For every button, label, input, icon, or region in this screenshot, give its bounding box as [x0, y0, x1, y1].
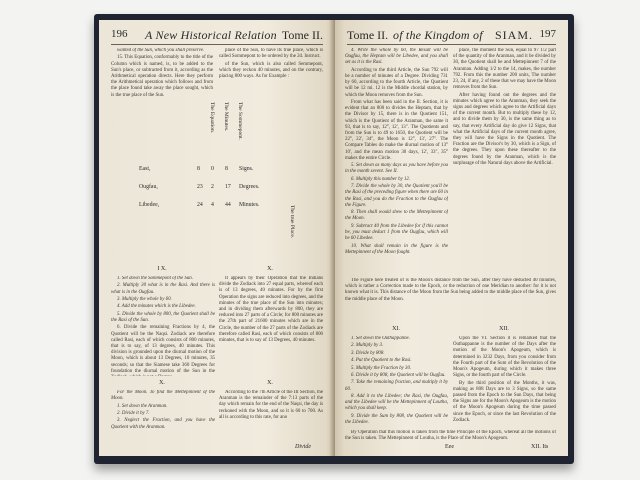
right-page-header [347, 28, 556, 45]
paragraph: By Operation that this motion is taken from the time Principle of the Epoch, whereat all the motions of the Sun is taken. The Mettepinnent of Loutha, is the Place of the Moon's Apogeum. [345, 430, 556, 442]
paragraph: place of the Sun, to have its true place, which is called Sommepont to be ordered by the 2d. Instruct. [219, 48, 323, 60]
paragraph: 7. Divide the whole by 30, the Quotient you'll be the Rasi of the preceding figure when there are 60 in the Rasi, and you do the Fraction to the Ougfau of the Figure. [345, 184, 448, 208]
paragraph: By the third position of the Months, it was, making as 808 Days are to 3 Signs, so the same passed from the Epoch to the Sun Days, that being the Signs are for the Moon's Apogeum is the motion of the Moon's Apogeum during the time passed since the Epoch, or since the last Revolution of the Zodiack. [453, 380, 556, 423]
right-catchword: XII. Its [531, 444, 549, 450]
section-heading-x-lower-right: X. [267, 380, 273, 386]
paragraph: place, the moment the Sun, equal to 97 1/2 part of the quantity of the Aranman, and it be divided by 30, the Quotient shall be and Mettepinnent 7 of the Aranman. Adding 1/2 to the 14, makes, the number 792. From this the number 200 units, The number 23, 24, if any, 2 of these that we may have the Moon removes from the Sun. [453, 48, 556, 91]
paragraph: 9. Divide the Sum by 808, the Quotient will be the Libedee. [345, 413, 448, 425]
paragraph: 5. Divide the whole by 800, the Quotient shall be the Rasi of the Sun. [111, 311, 215, 323]
paragraph: 6. Multiply this number by 12. [351, 176, 411, 182]
paragraph: 3. Multiply the whole by 60. [117, 296, 172, 302]
right-tome-label: Tome II. [347, 28, 389, 42]
right-bottom-paragraph [345, 430, 556, 444]
paragraph: 4. Write the whole by 60, the Result will be Ougfau, the Heptam will be Libedee, and you shall set as it is the Rasi. [345, 48, 448, 66]
right-top-column-b [453, 48, 556, 274]
paragraph: 1. Set down the Outhappanne. [351, 336, 410, 341]
paragraph: Upon the VI. Section it is remarked that the Outhappanne is the number of the Days after the motion of the Moon's Apogeum, which is determined in 3232 Days, from you consider from the Fourth part of the Sum of the Revolution of the Moon's Apogeum, during which it makes three Signs, or the fourth part of the Circle. [453, 336, 556, 379]
paragraph: According to the third Article, the Sun 792 will be a number of minutes of a Degree. Dividing 731 by 60, according to the fourth Article, the Quotient will be 12 mi. 12 is the Middle chordal station, by which the Moon removes from the Sun. [345, 67, 448, 98]
right-middle-paragraph [345, 278, 556, 322]
table-header-minutes: The Minutes. [223, 102, 229, 132]
paragraph: The Figure here treated of is the Moon's distance from the Sun, after they have deducted 40 minutes, which is rather a Correction made to the Epoch, or the reduction of one Meridian to another: for it is not known what it is. This distance of the Moon from the Sun being added to the middle place of the Sun, gives the middle place of the Moon. [345, 278, 556, 302]
section-heading-xii: XII. [499, 326, 509, 332]
paragraph: of the Sun, which is also called Semmepont, which they reckon 40 minutes, and on the contrary, placing 800 ways. As for Example : [219, 61, 323, 79]
right-top-column-a [345, 48, 448, 274]
section-heading-x: X. [267, 266, 273, 272]
paragraph: 5. Set down as many days as you have before you in the month sevent. See II. [345, 163, 448, 175]
paragraph: For the Moon. To find the Mettepinnent of the Moon. [111, 390, 215, 402]
right-running-title-caps: SIAM. [495, 28, 534, 42]
section-heading-xi: XI. [392, 326, 400, 332]
left-bottom-column-a [111, 390, 215, 440]
paragraph: According to the 7th Article of the III Section, the Aranman is the remainder of the 7:13 parts of the day which remain for the end of the Naqsi, the day is reckoned with the Moon, and so it is 60 to 700. As all is according to this rate, for ano [219, 390, 323, 420]
table-row: Libedee, 24 4 44 Minutes. [139, 202, 260, 208]
left-catchword: Divide [295, 444, 311, 450]
paragraph: 8. Then shall would shew to the Mettepinnent of the Moon. [345, 210, 448, 222]
left-bottom-column-b [219, 390, 323, 440]
paragraph: 10. What shall remain in the figure is the Mettepinnent of the Moon fought. [345, 243, 448, 255]
section-heading-x-lower: X. [159, 380, 165, 386]
signature-mark: Eee [445, 444, 454, 450]
paragraph: 2. Multiply 30 what is in the Rasi. And there is what is in the Ougfau. [111, 283, 215, 295]
paragraph: 4. Add the minutes which is the Libedee. [117, 304, 196, 310]
right-page-number: 197 [539, 28, 556, 40]
paragraph: 15. This Equation, conformably to the title of the Column which is named, is, to be added to the Sun's place, or subtracted from it, according as the Arithmetical operation directs. Here they perform the Arithmetical operation which follows and from the place found take away the place sought, which is the true place of the Sun. [111, 55, 213, 98]
paragraph: It appears by their Operation that the Indians divide the Zodiack into 27 equal parts, whereof each is of 13 degrees, 40 minutes. For by the first Operation the signs are reduced into degrees, and the minutes of the true place of the Sun into minutes; and in dividing them afterwards by 800, they are reduced into 27 parts of a Circle; for 800 minutes are the 27th part of 21600 minutes which are in the Circle, the number of the 27 parts of the Zodiack are therefore called Rasi, each of which consists of 800 minutes, that is to say of 13 Degrees, 40 minutes. [219, 276, 323, 344]
left-running-title: A New Historical Relation [145, 28, 277, 42]
right-column-xi [345, 336, 448, 428]
left-top-column-a [111, 48, 213, 98]
paragraph: 6. Divide the remaining Fractions by 4, the Quotient will be the Naqsi. Zodiack are therefore called Rasi, each of which consists of 800 minutes, that is to say, of 13 degrees, 40 minutes. This division is grounded upon the diurnal motion of the Moon, which is about 13 Degrees, 10 minutes, 35 seconds; so that the Siamese take 360 Degrees for foundation the diurnal motion of the Sun in the [111, 325, 215, 374]
left-column-x [219, 276, 323, 376]
paragraph: 3. Neglect the Fraction, and you have the Quotient with the Aranman. [111, 418, 215, 430]
left-page [99, 20, 335, 456]
section-heading-ix: I X. [157, 266, 167, 272]
paragraph: 1. Set down the Aranman. [117, 403, 168, 409]
paragraph: 4. Put the Quotient to the Rasi. [351, 358, 412, 364]
paragraph: 1. Set down the Sommepont of the Sun. [117, 276, 193, 281]
paragraph: 5. Multiply the Fraction by 30. [351, 365, 412, 371]
left-column-ix [111, 276, 215, 376]
table-header-sommepont: The Sommepont. [237, 102, 243, 140]
paragraph: 8. Add it to the Libedee; the Rasi, the Ougfau, and the Libedee will be the Mettepinnent of Loutha, which you shall keep. [345, 393, 448, 412]
paragraph: From what has been said in the II. Section, it is evident that an 800 to divides the Heptam, that by the Divisor by 15, there is in the Quotient 151, which is the Quotient of the Aranman, the same it 93, that is to say, 12°, 12′, 13″. The Quotients and from the Sun is to 49 to 1650, the Quotient will be 22°, 22′, 34″, the Moon is 12°, 13′, 27″. The Compare Tables do make the diurnal motion of 13° 10′, and the mean motion 30 days, 12′, 33″, 35‴ makes the entire Circle. [345, 100, 448, 161]
paragraph: 3. Divide by 808. [351, 350, 385, 356]
paragraph: wanted of the Sun, which you shall preserve. [117, 48, 205, 53]
paragraph: 2. Multiply by 3. [351, 343, 384, 349]
left-page-header [111, 28, 323, 45]
table-row: East, 8 0 8 Signs. [139, 166, 254, 172]
paragraph: 2. Divide it by 7. [117, 410, 150, 416]
table-right-label: The true Place. [289, 205, 295, 239]
left-page-number: 196 [111, 28, 128, 40]
table-header-equation: The Equation. [209, 102, 215, 134]
paragraph: After having found out the degrees and the minutes which agree to the Aranman, they seek the signs and degrees which agree to the Artificial days of the current month. But to multiply these by 12, and to divide them by 30, is the same thing as to say, that every Artificial day do give 12 Signs, that what the Artificial days of the current month agree, they will have the Signs in the Quotient. The Fraction are the Divisor's by 30, which is a Sign, of the degrees. They upon these thereafter to the degrees found by the Aranman, which is the surplusage of the Natural days above the Artificial. [453, 92, 556, 166]
right-page [335, 20, 568, 456]
left-top-column-b [219, 48, 323, 98]
table-row: Ougfau, 23 2 17 Degrees. [139, 184, 260, 190]
paragraph: 9. Subtract 40 from the Libedee for if this cannot be, you must deduct 1 from the Ougfau, which will be 60 Libedee. [345, 223, 448, 242]
right-column-xii [453, 336, 556, 428]
paragraph: 7. Take the remaining fraction, and multiply it by 60. [345, 380, 448, 392]
paragraph: 6. Divide it by 808, the Quotient will be Ougfau. [351, 372, 446, 378]
right-running-title: of the Kingdom of [393, 28, 483, 42]
left-tome-label: Tome II. [281, 28, 323, 42]
